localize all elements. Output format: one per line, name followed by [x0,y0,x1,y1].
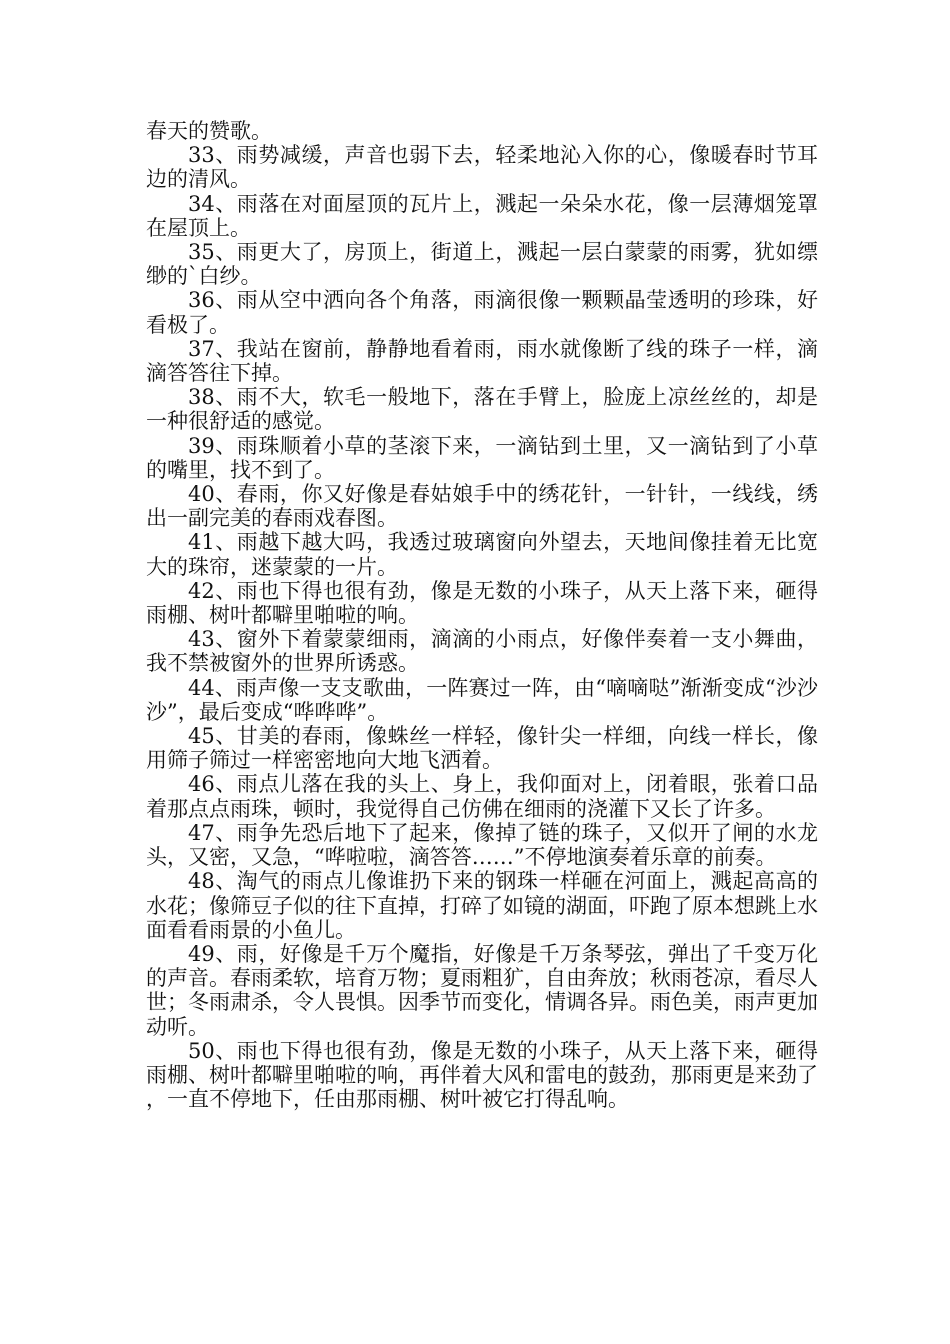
paragraph-10: 42、雨也下得也很有劲，像是无数的小珠子，从天上落下来，砸得雨棚、树叶都噼里啪啦的响。 [146,578,818,628]
paragraph-9: 41、雨越下越大吗，我透过玻璃窗向外望去，天地间像挂着无比宽大的珠帘，迷蒙蒙的一片。 [146,530,818,579]
paragraph-11: 43、窗外下着蒙蒙细雨，滴滴的小雨点，好像伴奏着一支小舞曲，我不禁被窗外的世界所诱惑。 [146,627,818,676]
paragraph-6: 38、雨不大，软毛一般地下，落在手臂上，脸庞上凉丝丝的，却是一种很舒适的感觉。 [146,385,818,434]
paragraph-1: 33、雨势减缓，声音也弱下去，轻柔地沁入你的心，像暖春时节耳边的清风。 [146,143,818,192]
paragraph-5: 37、我站在窗前，静静地看着雨，雨水就像断了线的珠子一样，滴滴答答往下掉。 [146,336,818,386]
paragraph-4: 36、雨从空中洒向各个角落，雨滴很像一颗颗晶莹透明的珍珠，好看极了。 [146,288,818,337]
paragraph-3: 35、雨更大了，房顶上，街道上，溅起一层白蒙蒙的雨雾，犹如缥缈的`白纱。 [146,240,818,289]
paragraph-16: 48、淘气的雨点儿像谁扔下来的钢珠一样砸在河面上，溅起高高的水花；像筛豆子似的往下直掉，打碎了如镜的湖面，吓跑了原本想跳上水面看看雨景的小鱼儿。 [146,869,818,942]
paragraph-13: 45、甘美的春雨，像蛛丝一样轻，像针尖一样细，向线一样长，像用筛子筛过一样密密地向大地飞洒着。 [146,724,818,773]
paragraph-0: 春天的赞歌。 [146,119,272,143]
paragraph-18: 50、雨也下得也很有劲，像是无数的小珠子，从天上落下来，砸得雨棚、树叶都噼里啪啦的响，再伴着大风和雷电的鼓劲，那雨更是来劲了，一直不停地下，任由那雨棚、树叶被它打得乱响。 [146,1038,818,1112]
paragraph-7: 39、雨珠顺着小草的茎滚下来，一滴钻到土里，又一滴钻到了小草的嘴里，找不到了。 [146,433,818,482]
document-body [146,119,818,1111]
paragraph-17: 49、雨，好像是千万个魔指，好像是千万条琴弦，弹出了千变万化的声音。春雨柔软，培育万物；夏雨粗犷，自由奔放；秋雨苍凉，看尽人世；冬雨肃杀，令人畏惧。因季节而变化，情调各异。雨色美，雨声更加动听。 [146,941,818,1039]
paragraph-8: 40、春雨，你又好像是春姑娘手中的绣花针，一针针，一线线，绣出一副完美的春雨戏春图。 [146,482,818,531]
paragraph-15: 47、雨争先恐后地下了起来，像掉了链的珠子，又似开了闸的水龙头，又密，又急，“哗啦啦，滴答答……”不停地演奏着乐章的前奏。 [146,820,818,870]
paragraph-12: 44、雨声像一支支歌曲，一阵赛过一阵，由“嘀嘀哒”渐渐变成“沙沙沙”，最后变成“哗哗哗”。 [146,675,818,724]
paragraph-2: 34、雨落在对面屋顶的瓦片上，溅起一朵朵水花，像一层薄烟笼罩在屋顶上。 [146,191,818,240]
paragraph-14: 46、雨点儿落在我的头上、身上，我仰面对上，闭着眼，张着口品着那点点雨珠，顿时，我觉得自己仿佛在细雨的浇灌下又长了许多。 [146,772,818,821]
